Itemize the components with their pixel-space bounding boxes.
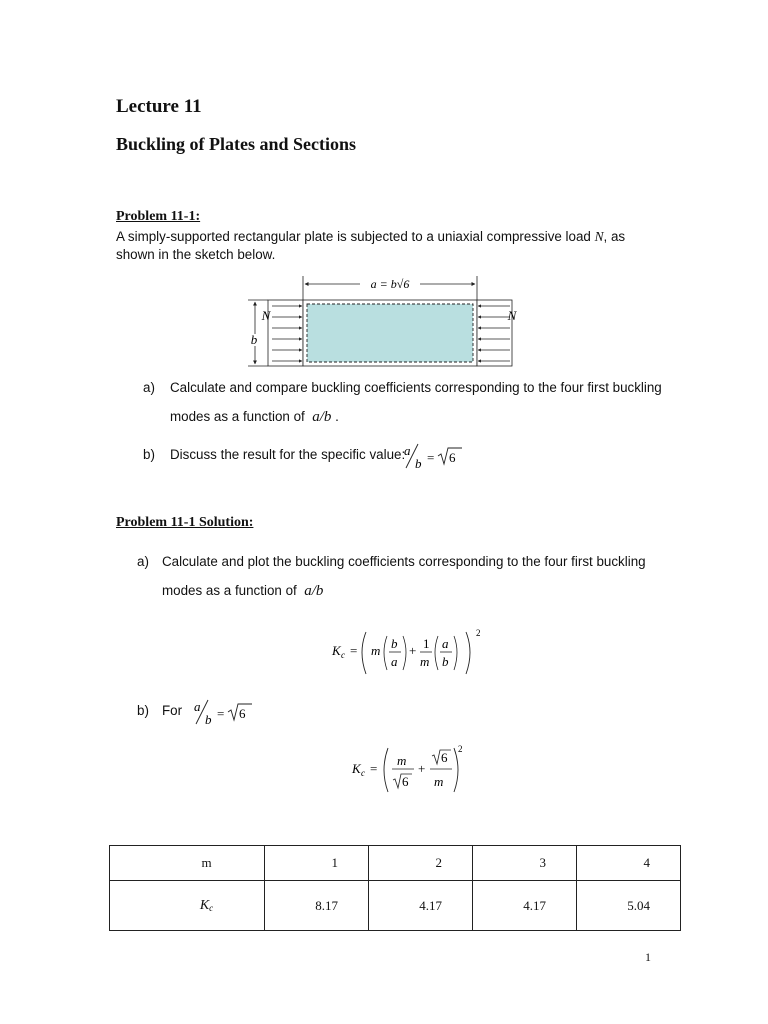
svg-text:1: 1 xyxy=(423,636,430,651)
svg-text:a: a xyxy=(442,636,449,651)
table-value-cell: 5.04 xyxy=(577,881,681,931)
table-value-cell: 8.17 xyxy=(265,881,369,931)
svg-text:6: 6 xyxy=(449,450,456,465)
solution-b-text: For xyxy=(162,703,183,718)
solution-b-marker: b) xyxy=(137,703,149,718)
svg-text:c: c xyxy=(341,650,345,660)
svg-text:+: + xyxy=(418,761,426,776)
table-header-m: m xyxy=(110,846,265,881)
solution-a-line1: Calculate and plot the buckling coefficients corresponding to the four first buckling xyxy=(162,554,646,569)
table-value-cell: 4.17 xyxy=(369,881,473,931)
plate xyxy=(307,304,473,362)
table-header-row xyxy=(110,846,681,881)
svg-text:6: 6 xyxy=(441,750,448,765)
svg-text:a: a xyxy=(404,443,411,458)
question-b-marker: b) xyxy=(143,447,155,462)
equation-ab-sqrt6 xyxy=(398,440,468,472)
svg-text:K: K xyxy=(332,643,341,658)
svg-text:+: + xyxy=(409,643,417,658)
kc-formula-general xyxy=(330,626,490,678)
problem-statement: A simply-supported rectangular plate is subjected to a uniaxial compressive load N, as shown in the sketch below. xyxy=(116,229,626,262)
page-number: 1 xyxy=(645,950,651,964)
dimension-label: a = b√6 xyxy=(370,277,410,291)
svg-text:2: 2 xyxy=(458,744,463,754)
question-a-line1: Calculate and compare buckling coefficients corresponding to the four first buckling xyxy=(170,380,662,395)
solution-a-marker: a) xyxy=(137,554,149,569)
kc-formula-specific xyxy=(350,742,470,796)
question-b-text: Discuss the result for the specific value: xyxy=(170,447,406,462)
svg-text:b: b xyxy=(205,712,212,727)
svg-text:6: 6 xyxy=(402,774,409,789)
svg-text:=: = xyxy=(370,761,378,776)
svg-text:K: K xyxy=(352,761,361,776)
table-header-cell: 1 xyxy=(265,846,369,881)
section-title: Buckling of Plates and Sections xyxy=(116,134,357,154)
svg-text:6: 6 xyxy=(239,706,246,721)
solution-heading: Problem 11-1 Solution: xyxy=(116,515,254,530)
svg-text:b: b xyxy=(442,654,449,669)
svg-text:a: a xyxy=(194,699,201,714)
table-row xyxy=(110,881,681,931)
table-header-cell: 4 xyxy=(577,846,681,881)
equation-ab-sqrt6-b xyxy=(188,696,258,728)
svg-text:=: = xyxy=(350,643,358,658)
problem-heading: Problem 11-1: xyxy=(116,209,201,224)
svg-text:b: b xyxy=(391,636,398,651)
kc-table xyxy=(109,845,681,931)
load-label-right: N xyxy=(507,308,517,323)
svg-text:2: 2 xyxy=(476,628,481,638)
svg-text:m: m xyxy=(420,654,430,669)
table-header-cell: 3 xyxy=(473,846,577,881)
question-a-marker: a) xyxy=(143,380,155,395)
svg-text:=: = xyxy=(217,706,225,721)
svg-text:b: b xyxy=(415,456,422,471)
question-a-line2: modes as a function of a/b . xyxy=(170,409,339,425)
svg-text:c: c xyxy=(361,768,365,778)
solution-a-line2: modes as a function of a/b xyxy=(162,583,324,599)
svg-text:a: a xyxy=(391,654,398,669)
svg-text:=: = xyxy=(427,450,435,465)
load-label-left: N xyxy=(261,308,271,323)
lecture-title: Lecture 11 xyxy=(116,96,202,117)
height-label: b xyxy=(250,332,258,347)
table-row-label: Kc xyxy=(110,881,265,931)
svg-text:m: m xyxy=(434,774,444,789)
plate-sketch xyxy=(240,272,540,372)
svg-text:m: m xyxy=(397,753,407,768)
table-value-cell: 4.17 xyxy=(473,881,577,931)
table-header-cell: 2 xyxy=(369,846,473,881)
svg-text:m: m xyxy=(371,643,381,658)
